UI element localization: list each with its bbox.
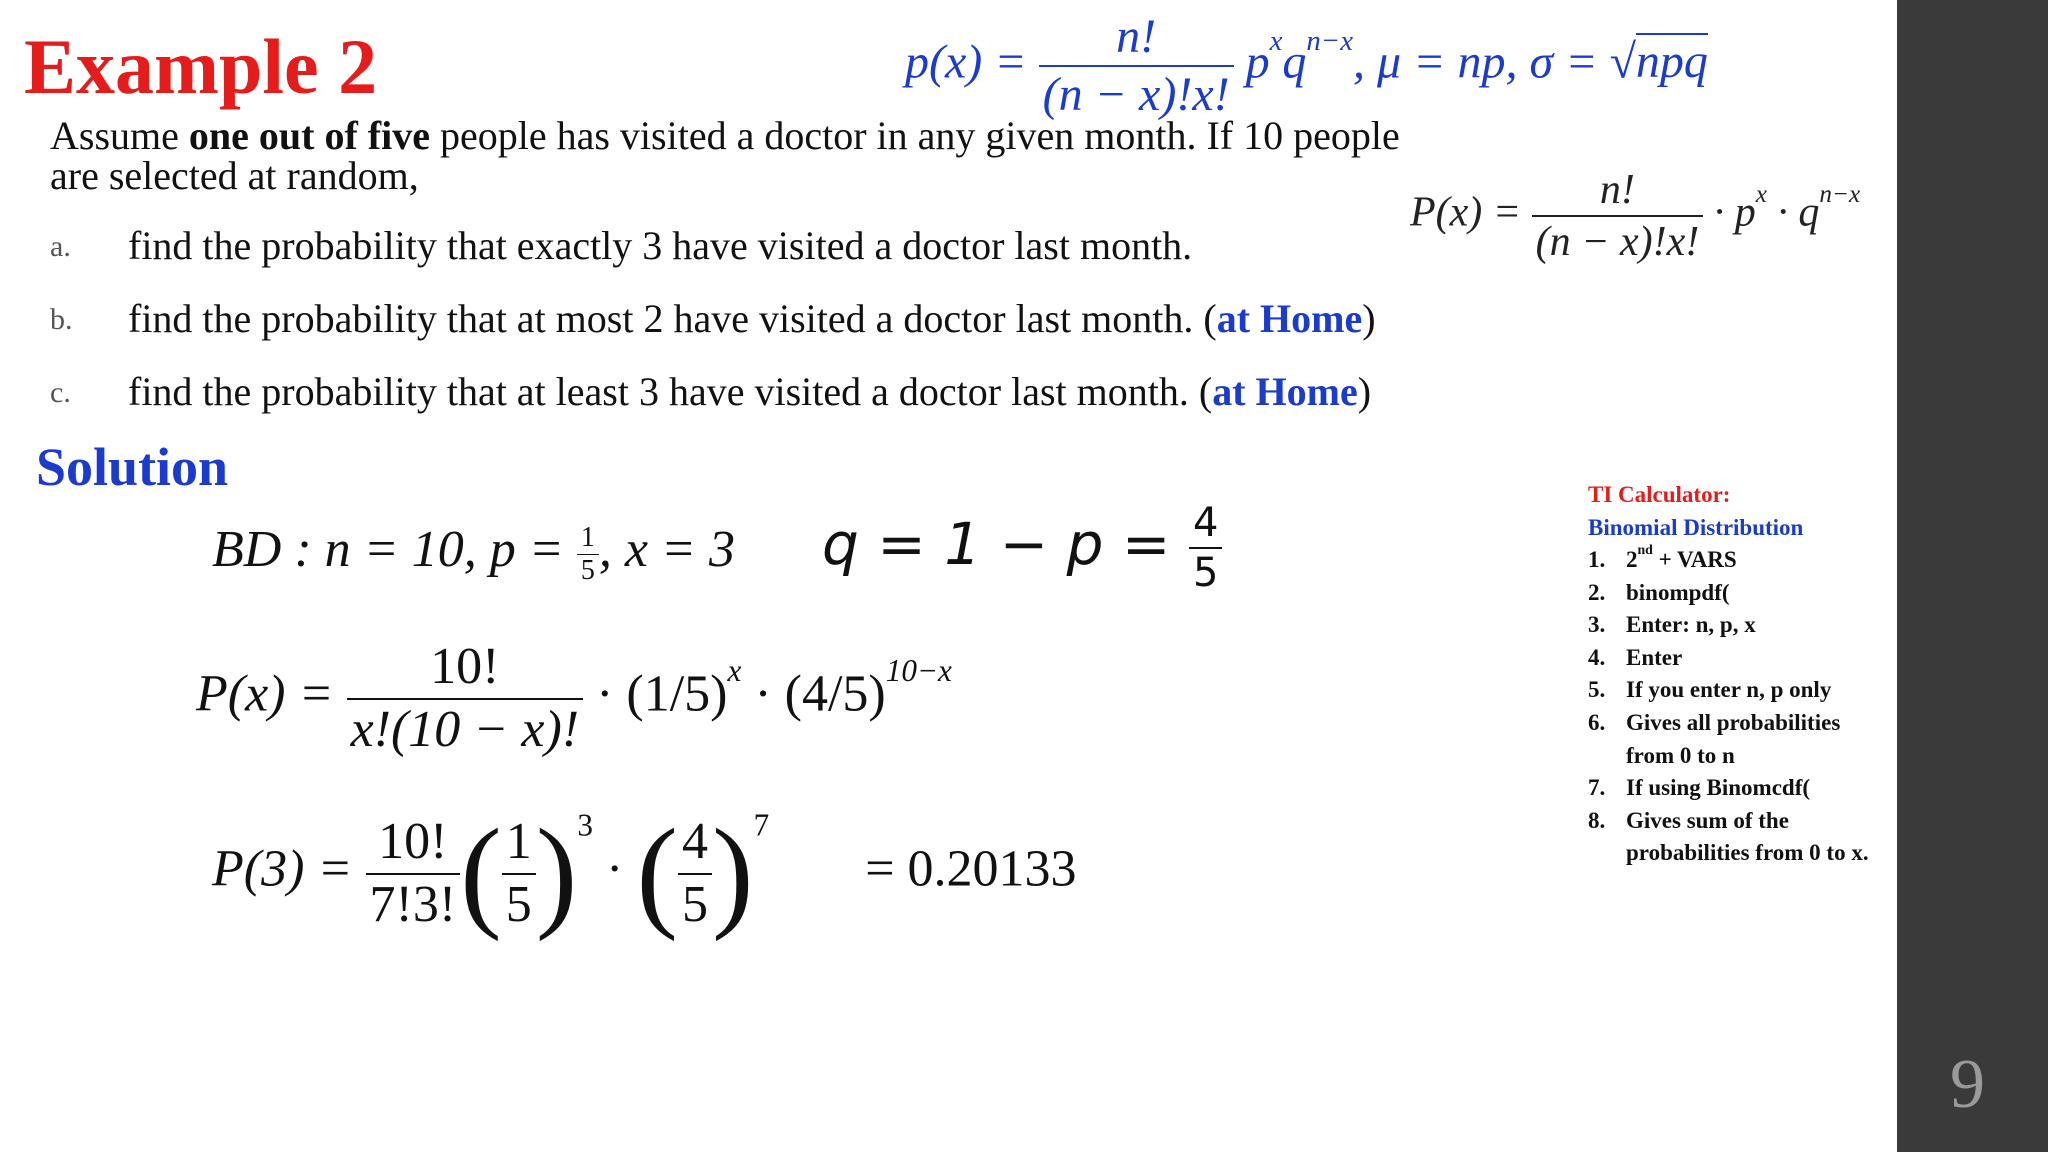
- q-text: q = 1 − p =: [822, 510, 1171, 579]
- step-text-post: + VARS: [1652, 547, 1737, 572]
- ti-step: [1588, 642, 1888, 675]
- step-number: 6.: [1588, 709, 1606, 735]
- q-term: · q: [1766, 189, 1820, 236]
- sqrt-radicand: npq: [1635, 35, 1708, 89]
- paren-open: (: [460, 804, 502, 943]
- formula-lhs: p(x) =: [905, 35, 1027, 89]
- paren-open: (: [1203, 296, 1217, 341]
- exp-10-x: 10−x: [885, 652, 952, 688]
- term-q: · (4/5): [741, 665, 886, 723]
- step-number: 5.: [1588, 677, 1606, 703]
- ti-subtitle: Binomial Distribution: [1588, 515, 1804, 540]
- step-number: 1.: [1588, 547, 1606, 572]
- q-term: q: [1282, 35, 1307, 89]
- step-number: 2.: [1588, 579, 1606, 605]
- step-sup: nd: [1637, 541, 1653, 557]
- fraction-bar: [366, 873, 461, 875]
- q-exponent: n−x: [1306, 25, 1354, 58]
- item-body: find the probability that at most 2 have visited a doctor last month.: [128, 296, 1204, 341]
- factorial-fraction: [366, 815, 461, 932]
- paren-close: ): [535, 804, 578, 943]
- item-body: find the probability that exactly 3 have visited a doctor last month.: [128, 223, 1193, 268]
- step-text: 2: [1626, 547, 1638, 572]
- dot: ·: [606, 840, 624, 898]
- p-term: p: [1245, 35, 1270, 89]
- solution-heading: Solution: [36, 437, 229, 497]
- ti-step: [1588, 577, 1888, 610]
- p-exponent: x: [1755, 180, 1767, 208]
- ti-step: [1588, 609, 1888, 642]
- exp-3: 3: [577, 807, 594, 843]
- step-text: binompdf(: [1626, 579, 1730, 605]
- item-text: [128, 368, 1371, 415]
- p-fraction: [502, 815, 536, 932]
- q-fraction: [1189, 502, 1222, 594]
- item-text: [128, 222, 1192, 269]
- general-equation: [196, 640, 952, 757]
- problem-bold: one out of five: [188, 113, 430, 158]
- step-number: 4.: [1588, 644, 1606, 670]
- paren-open: (: [636, 804, 678, 943]
- binomial-formula-top: [905, 12, 1708, 121]
- fraction-denominator: 5: [505, 875, 532, 933]
- item-letter: c.: [50, 376, 71, 409]
- question-item: [50, 295, 1500, 368]
- q-fraction: [678, 815, 712, 932]
- item-text: [128, 295, 1376, 342]
- step-text: Enter: n, p, x: [1626, 612, 1756, 638]
- page-number: 9: [1950, 1046, 1985, 1123]
- p-fraction: [577, 523, 599, 585]
- problem-post: people has visited a doctor in any given month. If 10 people are selected at random,: [50, 113, 1400, 198]
- fraction-numerator: 1: [505, 813, 532, 870]
- problem-statement: [50, 113, 1400, 198]
- step-number: 8.: [1588, 807, 1606, 833]
- fraction-bar: [1532, 215, 1704, 217]
- given-values: [212, 520, 735, 585]
- fraction-denominator: (n − x)!x!: [1042, 68, 1230, 122]
- ti-step: [1588, 541, 1888, 577]
- fraction-numerator: n!: [1116, 10, 1157, 63]
- fraction-numerator: 4: [1192, 500, 1219, 546]
- step-text: Gives sum of the probabilities from 0 to x.: [1626, 807, 1869, 866]
- fraction-denominator: 7!3!: [369, 875, 457, 933]
- formula-lhs: P(x) =: [1410, 189, 1522, 236]
- problem-pre: Assume: [50, 113, 189, 158]
- fraction-denominator: (n − x)!x!: [1535, 219, 1700, 266]
- exp-7: 7: [753, 807, 770, 843]
- mean-sigma: , μ = np, σ =: [1353, 35, 1598, 89]
- fraction-denominator: 5: [580, 554, 595, 586]
- step-text: If you enter n, p only: [1626, 677, 1832, 703]
- fraction-numerator: 4: [681, 813, 708, 870]
- question-list: [50, 222, 1500, 441]
- step-text: Gives all probabilities from 0 to n: [1626, 709, 1841, 768]
- fraction-bar: [1039, 65, 1234, 67]
- ti-step: [1588, 805, 1888, 870]
- result: = 0.20133: [865, 840, 1077, 898]
- item-body: find the probability that at least 3 have visited a doctor last month.: [128, 369, 1199, 414]
- q-exponent: n−x: [1819, 180, 1861, 208]
- side-band: [1897, 0, 2048, 1152]
- fraction-numerator: 1: [580, 522, 595, 554]
- paren-close: ): [1362, 296, 1376, 341]
- step-text: Enter: [1626, 644, 1683, 670]
- fraction-denominator: 5: [1192, 550, 1219, 596]
- paren-close: ): [711, 804, 754, 943]
- fraction-numerator: 10!: [378, 813, 448, 870]
- given-a: BD : n = 10, p =: [212, 521, 564, 578]
- step-text: If using Binomcdf(: [1626, 775, 1811, 801]
- ti-title: TI Calculator:: [1588, 482, 1731, 507]
- term-p: · (1/5): [596, 665, 728, 723]
- item-letter: a.: [50, 230, 71, 263]
- fraction-denominator: x!(10 − x)!: [350, 700, 580, 758]
- fraction-numerator: 10!: [430, 638, 500, 695]
- fraction-numerator: n!: [1599, 167, 1635, 213]
- formula-fraction: [1039, 12, 1234, 121]
- fraction-bar: [347, 698, 584, 700]
- question-item: [50, 222, 1500, 295]
- step-number: 7.: [1588, 775, 1606, 801]
- fraction-bar: [502, 873, 536, 875]
- at-home-label: at Home: [1212, 369, 1358, 414]
- item-letter: b.: [50, 303, 73, 336]
- p-term: · p: [1713, 189, 1756, 236]
- paren-close: ): [1357, 369, 1372, 414]
- exp-x: x: [727, 652, 742, 688]
- paren-open: (: [1198, 369, 1213, 414]
- fraction-bar: [678, 873, 712, 875]
- formula-fraction: [1532, 168, 1704, 264]
- given-b: , x = 3: [598, 521, 735, 578]
- ti-step: [1588, 707, 1888, 772]
- ti-calculator-notes: [1588, 478, 1888, 870]
- sqrt-sign: √: [1609, 35, 1636, 89]
- step-number: 3.: [1588, 612, 1606, 638]
- fraction-bar: [1189, 547, 1222, 549]
- eq-lhs: P(x) =: [196, 665, 334, 723]
- ti-step: [1588, 674, 1888, 707]
- eq-lhs: P(3) =: [212, 840, 353, 898]
- eq-fraction: [347, 640, 584, 757]
- ti-step: [1588, 772, 1888, 805]
- question-item: [50, 368, 1500, 441]
- slide-title: Example 2: [24, 23, 378, 110]
- computed-equation: [212, 804, 1077, 943]
- at-home-label: at Home: [1216, 296, 1363, 341]
- q-equation: [822, 502, 1222, 594]
- fraction-denominator: 5: [681, 875, 708, 933]
- ti-steps: [1588, 541, 1888, 870]
- p-exponent: x: [1269, 25, 1283, 58]
